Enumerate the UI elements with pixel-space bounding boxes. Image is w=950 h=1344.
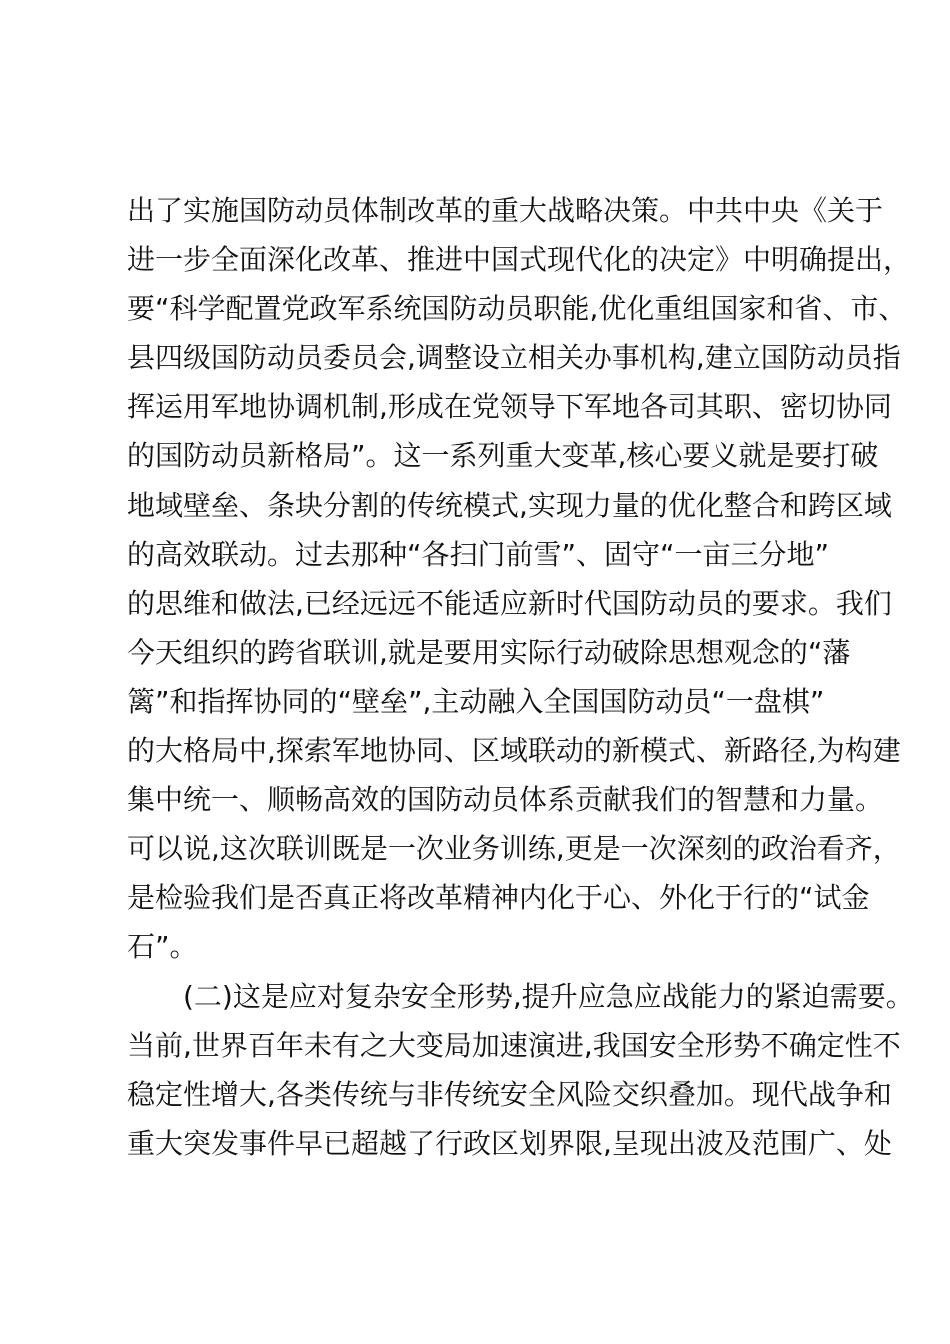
text-line: 县四级国防动员委员会,调整设立相关办事机构,建立国防动员指 <box>127 341 901 375</box>
text-line: 进一步全面深化改革、推进中国式现代化的决定》中明确提出， <box>127 243 912 277</box>
text-line: 要“科学配置党政军系统国防动员职能,优化重组国家和省、市、 <box>127 292 907 326</box>
text-line: 篱”和指挥协同的“壁垒”,主动融入全国国防动员“一盘棋” <box>127 684 825 718</box>
text-line: 可以说,这次联训既是一次业务训练,更是一次深刻的政治看齐， <box>127 832 901 866</box>
text-line: 集中统一、顺畅高效的国防动员体系贡献我们的智慧和力量。 <box>127 783 884 817</box>
text-line: 是检验我们是否真正将改革精神内化于心、外化于行的“试金 <box>127 881 870 915</box>
text-line: 挥运用军地协调机制,形成在党领导下军地各司其职、密切协同 <box>127 390 892 424</box>
text-line: 的高效联动。过去那种“各扫门前雪”、固守“一亩三分地” <box>127 537 830 571</box>
text-line: 稳定性增大,各类传统与非传统安全风险交织叠加。现代战争和 <box>127 1077 892 1111</box>
text-line: 的大格局中,探索军地协同、区域联动的新模式、新路径,为构建 <box>127 734 901 768</box>
text-line: 的国防动员新格局”。这一系列重大变革,核心要义就是要打破 <box>127 439 879 473</box>
text-line: 出了实施国防动员体制改革的重大战略决策。中共中央《关于 <box>127 194 884 227</box>
text-line: 地域壁垒、条块分割的传统模式,实现力量的优化整合和跨区域 <box>127 488 892 522</box>
text-line: 重大突发事件早已超越了行政区划界限,呈现出波及范围广、处 <box>127 1126 892 1160</box>
text-line: 石”。 <box>127 930 198 964</box>
text-line: 今天组织的跨省联训,就是要用实际行动破除思想观念的“藩 <box>127 635 851 669</box>
section-heading-line: (二)这是应对复杂安全形势,提升应急应战能力的紧迫需要。 <box>183 979 914 1013</box>
text-line: 的思维和做法,已经远远不能适应新时代国防动员的要求。我们 <box>127 586 892 620</box>
body-text <box>127 186 914 1168</box>
text-line: 当前,世界百年未有之大变局加速演进,我国安全形势不确定性不 <box>127 1028 901 1062</box>
